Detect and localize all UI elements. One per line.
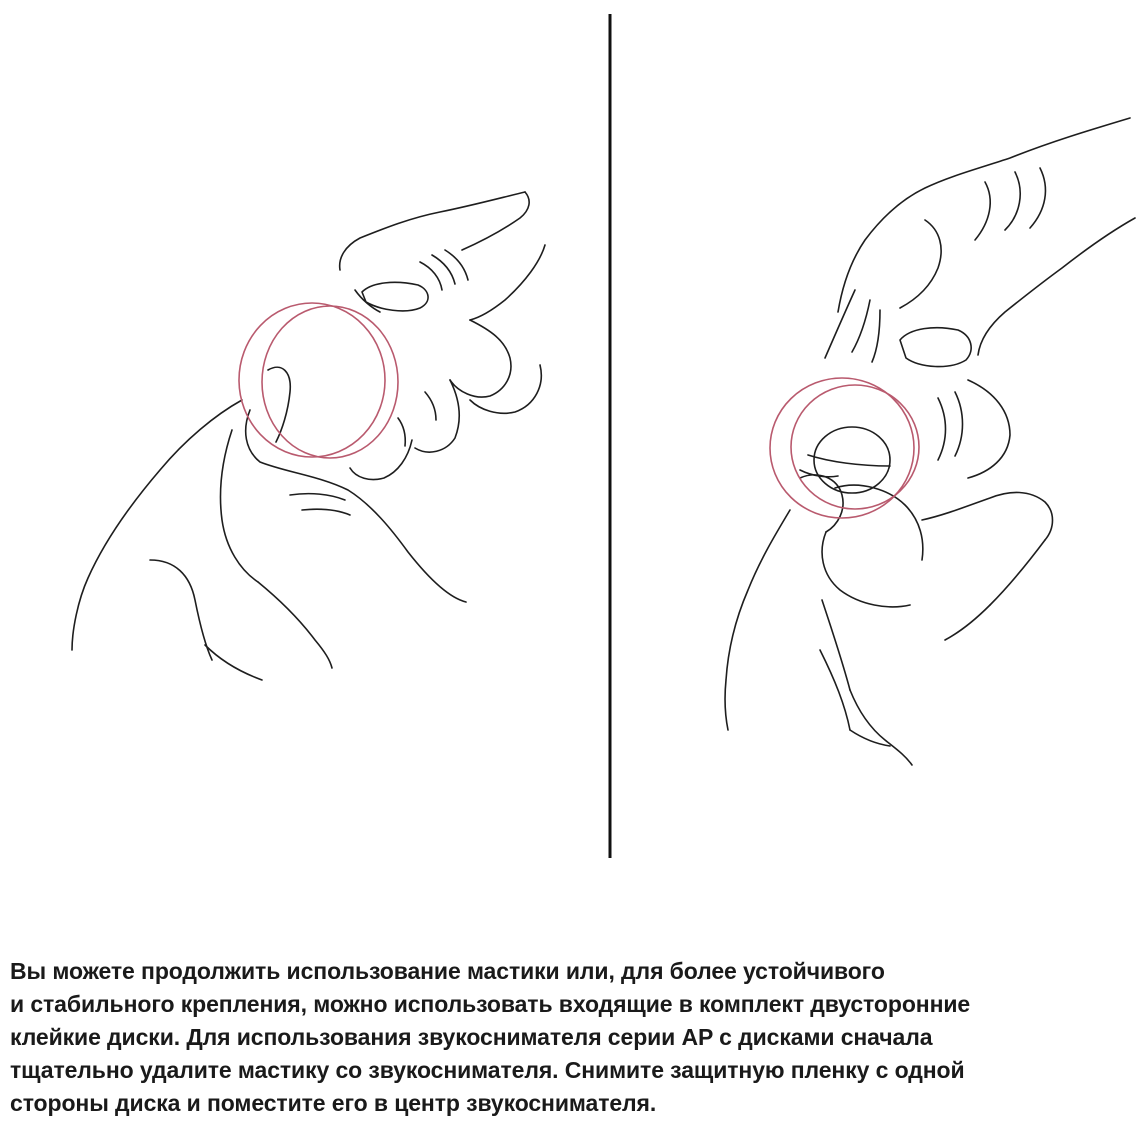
instruction-text (10, 955, 1135, 1120)
caption-line: и стабильного крепления, можно использовать входящие в комплект двусторонние (10, 991, 971, 1017)
left-hand-drawing (72, 192, 545, 680)
caption-line: клейкие диски. Для использования звукоснимателя серии AP с дисками сначала (10, 1024, 933, 1050)
right-hand-drawing (725, 118, 1135, 765)
caption-line: Вы можете продолжить использование мастики или, для более устойчивого (10, 958, 885, 984)
caption-line: стороны диска и поместите его в центр звукоснимателя. (10, 1090, 657, 1116)
adhesive-disc-right (770, 378, 919, 518)
adhesive-disc-left (239, 303, 398, 458)
caption-line: тщательно удалите мастику со звукоснимателя. Снимите защитную пленку с одной (10, 1057, 965, 1083)
